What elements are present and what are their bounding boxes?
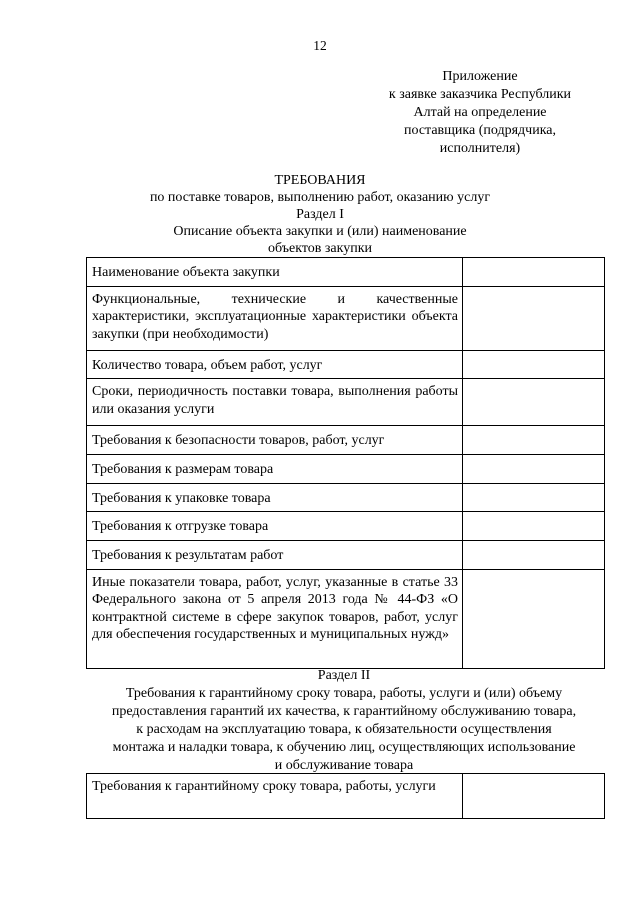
row-label: Функциональные, технические и качественные характеристики, эксплуатационные характеристики объекта закупки (при необходимости) <box>92 291 458 342</box>
appendix-line: Алтай на определение <box>413 105 547 120</box>
row-label: Требования к упаковке товара <box>92 490 271 506</box>
requirements-table-section2 <box>86 773 605 819</box>
row-label: Сроки, периодичность поставки товара, выполнения работы или оказания услуги <box>92 384 458 417</box>
table-row <box>87 379 605 426</box>
section1-title-line2: объектов закупки <box>267 241 373 256</box>
row-label-cell <box>87 774 463 819</box>
section1-label: Раздел I <box>296 207 344 222</box>
row-value-cell <box>463 286 605 350</box>
row-label: Требования к размерам товара <box>92 462 274 477</box>
section2-heading <box>80 667 608 775</box>
row-value-cell <box>463 350 605 379</box>
row-value-cell <box>463 540 605 569</box>
section2-title-line: монтажа и наладки товара, к обучению лиц, осуществляющих использование <box>112 740 576 755</box>
row-label-cell <box>87 258 463 287</box>
table-row <box>87 569 605 668</box>
appendix-line: поставщика (подрядчика, <box>403 123 557 138</box>
section2-title-line: и обслуживание товара <box>274 758 414 773</box>
row-value-cell <box>463 455 605 484</box>
row-label: Требования к отгрузке товара <box>92 519 269 534</box>
row-label-cell <box>87 286 463 350</box>
row-label-cell <box>87 540 463 569</box>
row-value-cell <box>463 774 605 819</box>
table-row <box>87 426 605 455</box>
row-label-cell <box>87 569 463 668</box>
row-label: Требования к безопасности товаров, работ, услуг <box>92 433 385 448</box>
section2-title-line: Требования к гарантийному сроку товара, работы, услуги и (или) объему <box>125 686 563 701</box>
row-label-cell <box>87 455 463 484</box>
section1-title-line1: Описание объекта закупки и (или) наименование <box>173 224 467 239</box>
table-row <box>87 350 605 379</box>
table-row <box>87 455 605 484</box>
row-label-cell <box>87 379 463 426</box>
table-row <box>87 540 605 569</box>
page-number: 12 <box>313 38 327 53</box>
row-label: Требования к гарантийному сроку товара, работы, услуги <box>92 779 436 794</box>
document-subtitle: по поставке товаров, выполнению работ, оказанию услуг <box>149 190 491 205</box>
appendix-line: исполнителя) <box>439 141 521 156</box>
row-label: Наименование объекта закупки <box>92 265 280 280</box>
table-row <box>87 286 605 350</box>
row-value-cell <box>463 569 605 668</box>
appendix-line: к заявке заказчика Республики <box>388 87 572 102</box>
section2-label: Раздел II <box>317 668 371 683</box>
row-label: Количество товара, объем работ, услуг <box>92 357 323 373</box>
row-label: Иные показатели товара, работ, услуг, указанные в статье 33 Федерального закона от 5 апреля 2013 года № 44-ФЗ «О контрактной системе в сфере закупок товаров, работ, услуг для обеспечения государственных и муниципальных нужд» <box>92 574 458 642</box>
appendix-note <box>372 68 588 158</box>
document-title: ТРЕБОВАНИЯ <box>274 173 366 188</box>
row-label-cell <box>87 350 463 379</box>
requirements-table-section1 <box>86 257 605 669</box>
row-label-cell <box>87 483 463 512</box>
row-value-cell <box>463 426 605 455</box>
table-row <box>87 774 605 819</box>
row-label-cell <box>87 512 463 541</box>
section2-title-line: к расходам на эксплуатацию товара, к обязательности осуществления <box>136 722 552 737</box>
row-label-cell <box>87 426 463 455</box>
section2-title-line: предоставления гарантий их качества, к гарантийному обслуживанию товара, <box>111 704 577 719</box>
row-value-cell <box>463 379 605 426</box>
table-row <box>87 483 605 512</box>
row-value-cell <box>463 258 605 287</box>
appendix-line: Приложение <box>442 69 518 84</box>
table-row <box>87 512 605 541</box>
row-value-cell <box>463 483 605 512</box>
row-label: Требования к результатам работ <box>92 547 284 563</box>
row-value-cell <box>463 512 605 541</box>
table-row <box>87 258 605 287</box>
